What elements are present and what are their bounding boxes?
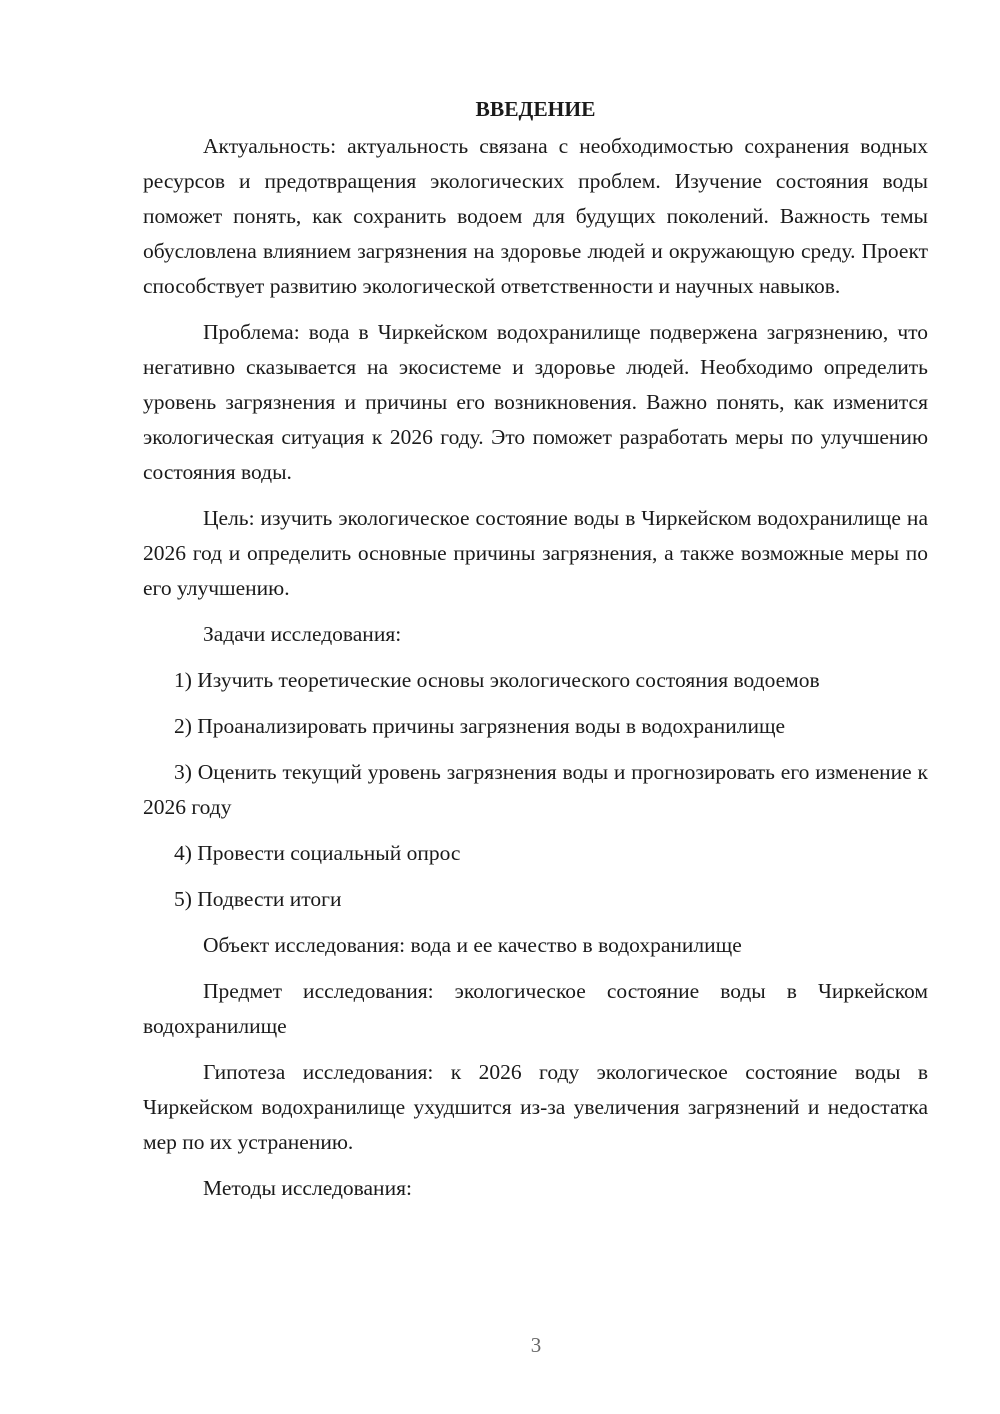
page-number: 3 xyxy=(530,1333,542,1357)
methods-paragraph: Методы исследования: xyxy=(203,1176,412,1200)
hypothesis-paragraph: Гипотеза исследования: к 2026 году экологическое состояние воды в Чиркейском водохранилище ухудшится из-за увеличения загрязнений и недостатка мер по их устранению. xyxy=(143,1060,928,1154)
goal-paragraph: Цель: изучить экологическое состояние воды в Чиркейском водохранилище на 2026 год и определить основные причины загрязнения, а также возможные меры по его улучшению. xyxy=(143,506,928,600)
section-title: ВВЕДЕНИЕ xyxy=(475,97,596,121)
task-item: 5) Подвести итоги xyxy=(174,887,342,911)
object-paragraph: Объект исследования: вода и ее качество в водохранилище xyxy=(203,933,742,957)
problem-paragraph: Проблема: вода в Чиркейском водохранилище подвержена загрязнению, что негативно сказывается на экосистеме и здоровье людей. Необходимо определить уровень загрязнения и причины его возникновения. Важно понять, как изменится экологическая ситуация к 2026 году. Это поможет разработать меры по улучшению состояния воды. xyxy=(143,320,928,484)
subject-paragraph: Предмет исследования: экологическое состояние воды в Чиркейском водохранилище xyxy=(143,979,928,1038)
tasks-heading: Задачи исследования: xyxy=(203,622,402,646)
task-item: 3) Оценить текущий уровень загрязнения воды и прогнозировать его изменение к 2026 году xyxy=(143,760,928,819)
relevance-paragraph: Актуальность: актуальность связана с необходимостью сохранения водных ресурсов и предотвращения экологических проблем. Изучение состояния воды поможет понять, как сохранить водоем для будущих поколений. Важность темы обусловлена влиянием загрязнения на здоровье людей и окружающую среду. Проект способствует развитию экологической ответственности и научных навыков. xyxy=(143,134,928,298)
task-item: 2) Проанализировать причины загрязнения воды в водохранилище xyxy=(174,714,786,738)
task-item: 1) Изучить теоретические основы экологического состояния водоемов xyxy=(174,668,820,692)
task-item: 4) Провести социальный опрос xyxy=(174,841,461,865)
document-page xyxy=(143,92,928,1217)
